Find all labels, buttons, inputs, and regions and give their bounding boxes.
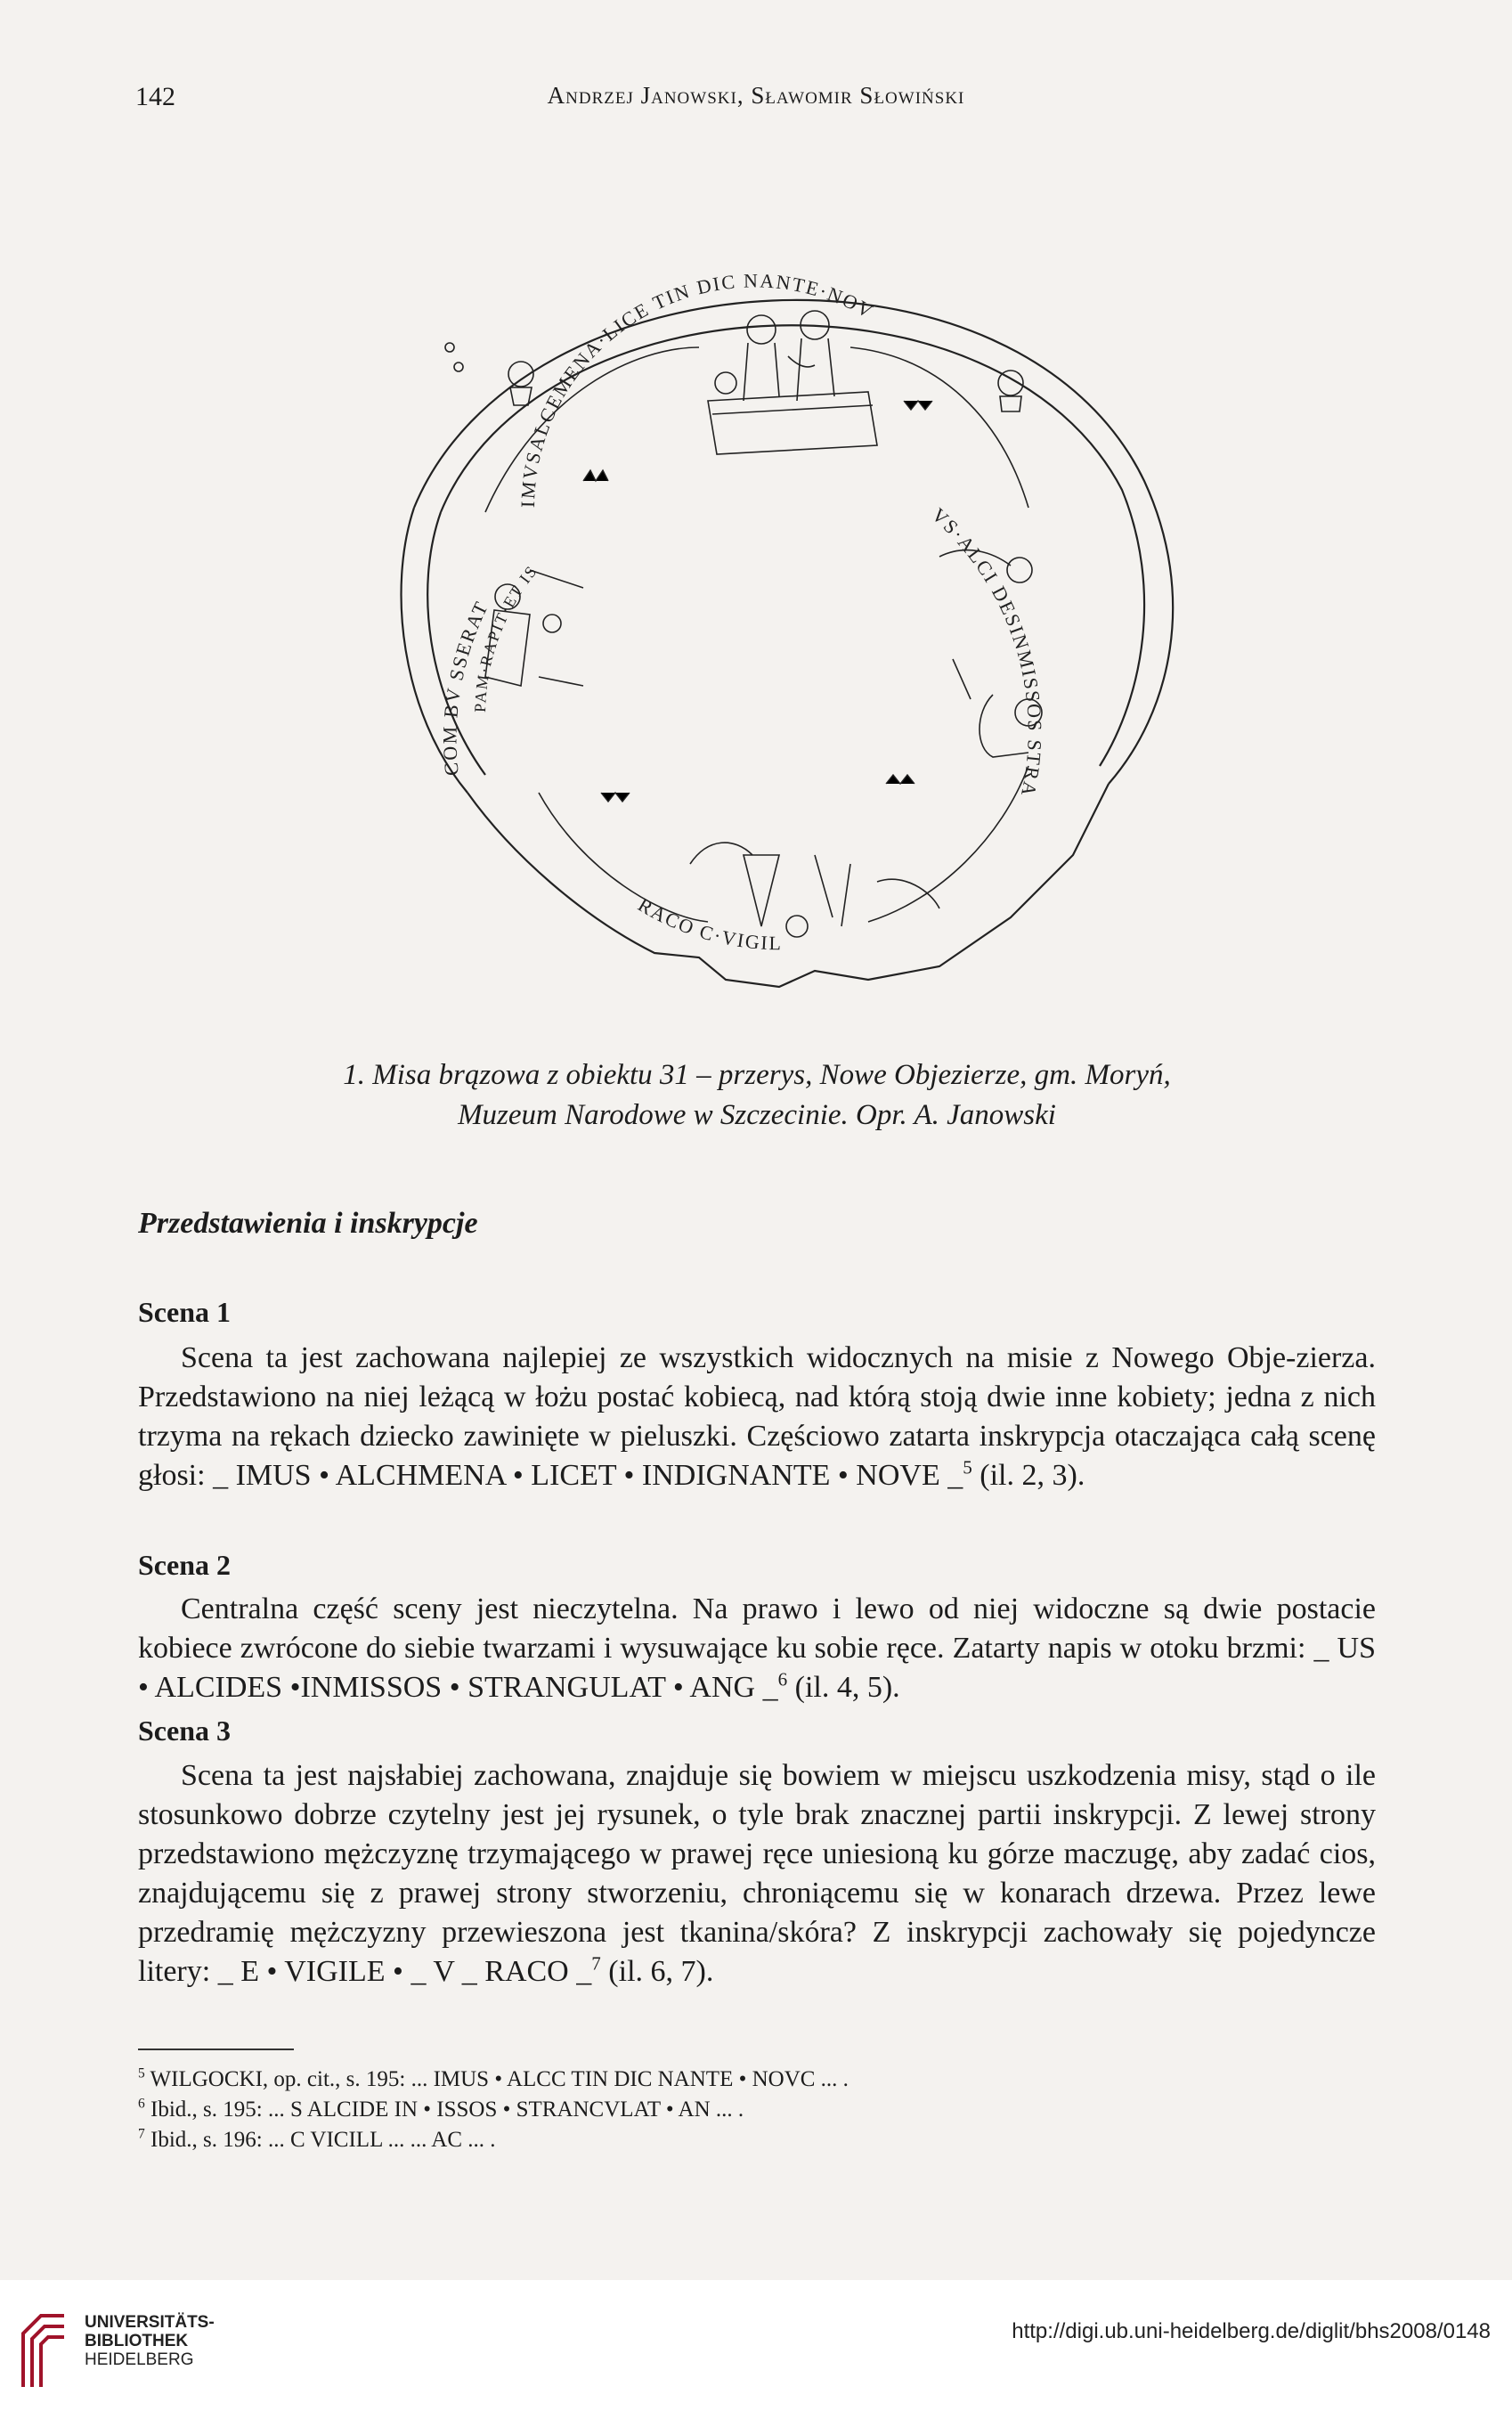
- footnote-number: 5: [138, 2065, 145, 2081]
- scene1-figure-ref: (il. 2, 3).: [971, 1459, 1085, 1492]
- rim-inscription-left2: PAM·RAPIT·ET IS: [470, 561, 541, 713]
- footnote-ref-6[interactable]: 6: [777, 1668, 788, 1690]
- rim-inscription-bottom: RACO C·VIGIL: [634, 892, 784, 955]
- footnote-number: 6: [138, 2096, 145, 2112]
- permalink-url[interactable]: http://digi.ub.uni-heidelberg.de/diglit/bhs2008/0148: [1012, 2319, 1491, 2343]
- running-head: [0, 82, 1512, 118]
- running-title: Andrzej Janowski, Sławomir Słowiński: [547, 82, 965, 109]
- page-number: 142: [135, 82, 175, 111]
- rim-inscription-right: VS·ALCI DESINMISSOS STRA: [927, 503, 1046, 800]
- bowl-drawing: [316, 214, 1198, 1024]
- scene2-text: Centralna część sceny jest nieczytelna. Na prawo i lewo od niej widoczne są dwie postacie kobiece zwrócone do siebie twarzami i wysuwające ku sobie ręce. Zatarty napis w otoku brzmi: _ US • ALCIDES •INMISSOS • STRANGULAT • ANG _: [138, 1592, 1376, 1704]
- scene2-figure-ref: (il. 4, 5).: [787, 1671, 900, 1704]
- rim-inscription-top: IMVSALCEMENA·LICE TIN DIC NANTE·NOV: [516, 269, 878, 509]
- footnote-text: Ibid., s. 196: ... C VICILL ... ... AC ... .: [144, 2128, 496, 2152]
- rim-inscription-left: COM BV SSERAT: [438, 597, 493, 777]
- scene1-drawing: [708, 311, 877, 454]
- footer-bar: [0, 2280, 1512, 2411]
- footnotes: [138, 2065, 1385, 2155]
- library-name-line3: HEIDELBERG: [85, 2350, 194, 2369]
- scene3-figure-ref: (il. 6, 7).: [600, 1955, 714, 1988]
- scene3-text: Scena ta jest najsłabiej zachowana, znajduje się bowiem w miejscu uszkodzenia misy, stąd o ile stosunkowo dobrze czytelny jest jej rysunek, o tyle brak znacznej partii inskrypcji. Z lewej strony przedstawiono mężczyznę trzymającego w prawej ręce uniesioną ku górze maczugę, aby zadać cios, znajdującemu się z prawej strony stworzeniu, chroniącemu się w konarach drzewa. Przez lewe przedramię mężczyzny przewieszona jest tkanina/skóra? Z inskrypcji zachowały się pojedyncze litery: _ E • VIGILE • _ V _ RACO _: [138, 1759, 1376, 1988]
- scene2-paragraph: [138, 1590, 1376, 1707]
- footnote-5: [138, 2065, 1385, 2095]
- library-name: [85, 2313, 215, 2369]
- footnote-text: WILGOCKI, op. cit., s. 195: ... IMUS • ALCC TIN DIC NANTE • NOVC ... .: [144, 2067, 849, 2091]
- footnote-rule: [138, 2049, 294, 2050]
- scene3-drawing: [690, 843, 939, 937]
- bowl-drawing-svg: [316, 214, 1198, 1024]
- footnote-ref-7[interactable]: 7: [591, 1952, 601, 1975]
- scene1-heading: Scena 1: [138, 1296, 231, 1328]
- footnote-6: [138, 2095, 1385, 2125]
- library-logo-icon[interactable]: [16, 2307, 71, 2392]
- caption-line-1: 1. Misa brązowa z obiektu 31 – przerys, Nowe Objezierze, gm. Moryń,: [343, 1059, 1171, 1091]
- logo-shape: [23, 2316, 64, 2387]
- footnote-text: Ibid., s. 195: ... S ALCIDE IN • ISSOS • STRANCVLAT • AN ... .: [144, 2097, 744, 2122]
- library-name-line2: BIBLIOTHEK: [85, 2332, 189, 2350]
- scene2-heading: Scena 2: [138, 1549, 231, 1581]
- scene3-heading: Scena 3: [138, 1715, 231, 1747]
- scene1-paragraph: [138, 1339, 1376, 1495]
- footnote-number: 7: [138, 2126, 145, 2142]
- scene1-text: Scena ta jest zachowana najlepiej ze wszystkich widocznych na misie z Nowego Obje-zierza. Przedstawiono na niej leżącą w łożu postać kobiecą, nad którą stoją dwie inne kobiety; jedna z nich trzyma na rękach dziecko zawinięte w pieluszki. Częściowo zatarta inskrypcja otaczająca całą scenę głosi: _ IMUS • ALCHMENA • LICET • INDIGNANTE • NOVE _: [138, 1341, 1376, 1492]
- caption-line-2: Muzeum Narodowe w Szczecinie. Opr. A. Janowski: [458, 1099, 1056, 1131]
- footnote-7: [138, 2125, 1385, 2155]
- figure-caption: [267, 1055, 1247, 1136]
- library-name-line1: UNIVERSITÄTS-: [85, 2313, 215, 2332]
- footnote-ref-5[interactable]: 5: [963, 1456, 972, 1478]
- scene3-paragraph: [138, 1756, 1376, 1992]
- section-heading: Przedstawienia i inskrypcje: [138, 1207, 478, 1240]
